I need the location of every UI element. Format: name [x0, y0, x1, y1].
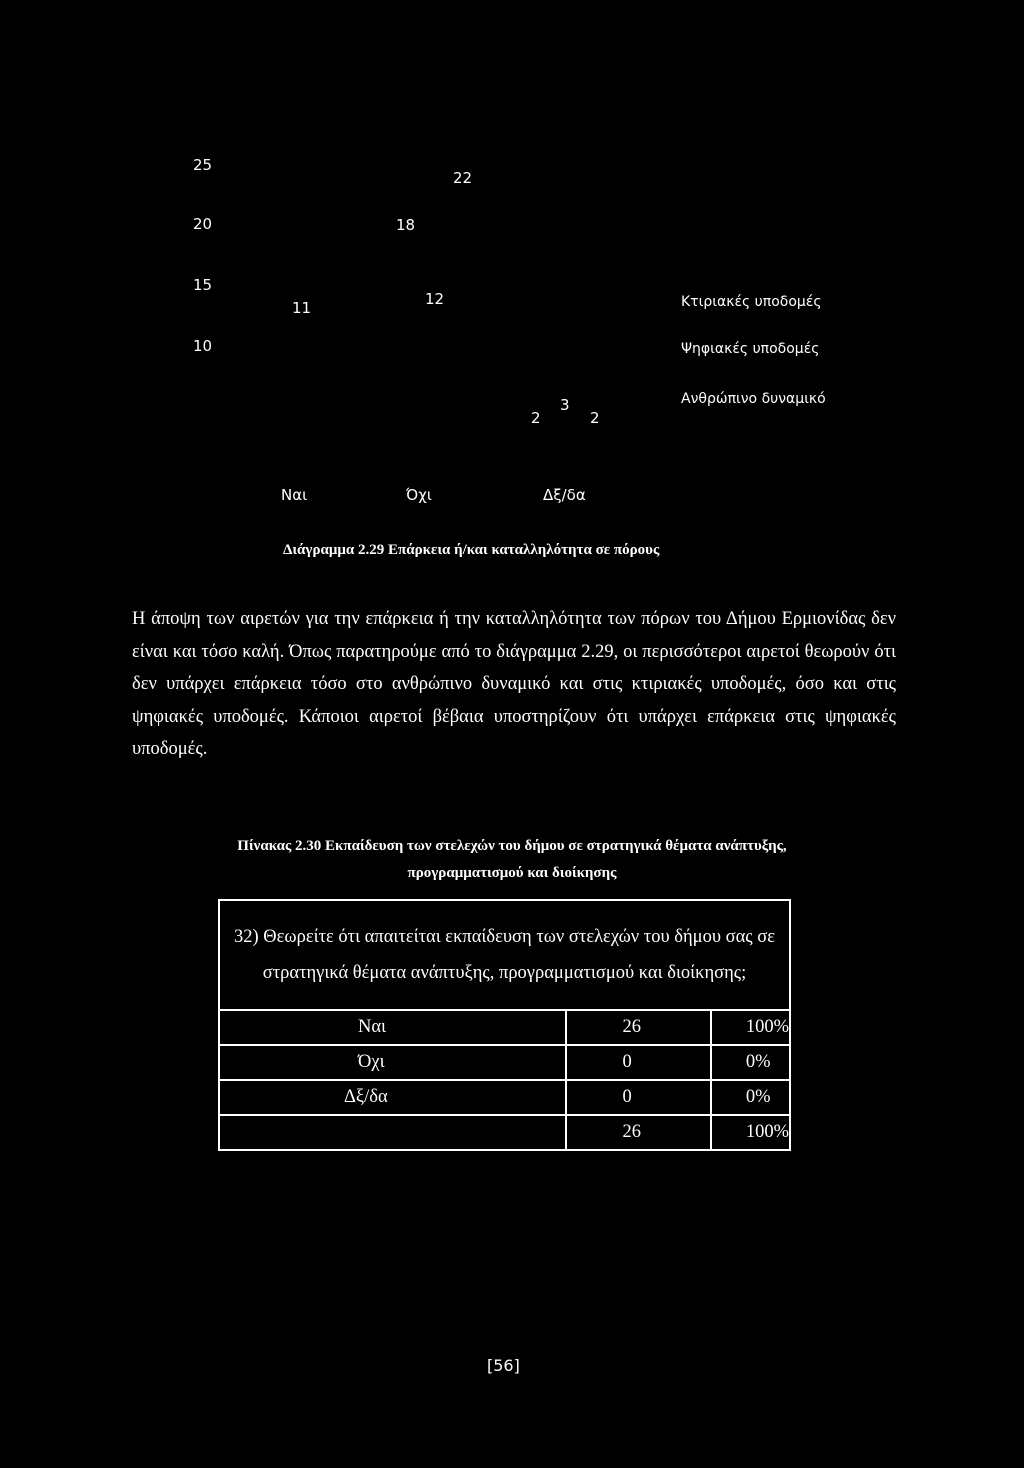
- data-label: 18: [396, 216, 416, 234]
- answer-count: 0: [566, 1080, 711, 1115]
- table-row: [219, 1010, 790, 1045]
- answer-percent: 0%: [711, 1080, 790, 1115]
- total-label: [219, 1115, 566, 1150]
- data-label: 12: [425, 290, 445, 308]
- table-caption-line: προγραμματισμού και διοίκησης: [407, 865, 617, 881]
- chart: [0, 0, 1024, 520]
- legend-item: Ανθρώπινο δυναμικό: [681, 391, 826, 407]
- data-label: 3: [560, 396, 570, 414]
- x-category-label: Ναι: [281, 486, 308, 504]
- y-tick-label: 25: [193, 156, 213, 174]
- answer-percent: 0%: [711, 1045, 790, 1080]
- table-caption-line: Πίνακας 2.30 Εκπαίδευση των στελεχών του δήμου σε στρατηγικά θέματα ανάπτυξης,: [237, 838, 787, 854]
- question-cell: 32) Θεωρείτε ότι απαιτείται εκπαίδευση των στελεχών του δήμου σας σε στρατηγικά θέματα ανάπτυξης, προγραμματισμού και διοίκησης;: [219, 900, 790, 1010]
- answer-label: Δξ/δα: [219, 1080, 566, 1115]
- survey-table: [218, 899, 791, 1151]
- x-category-label: Όχι: [406, 486, 432, 504]
- legend-item: Κτιριακές υποδομές: [681, 294, 822, 310]
- table-caption: [170, 833, 854, 887]
- page-number: [56]: [487, 1356, 520, 1375]
- data-label: 22: [453, 169, 473, 187]
- table-row: [219, 1080, 790, 1115]
- answer-count: 0: [566, 1045, 711, 1080]
- data-label: 11: [292, 299, 312, 317]
- answer-count: 26: [566, 1010, 711, 1045]
- figure-caption: Διάγραμμα 2.29 Επάρκεια ή/και καταλληλότητα σε πόρους: [283, 542, 660, 558]
- y-tick-label: 20: [193, 215, 213, 233]
- body-paragraph: [132, 603, 896, 766]
- answer-label: Ναι: [219, 1010, 566, 1045]
- y-tick-label: 15: [193, 276, 213, 294]
- x-category-label: Δξ/δα: [543, 486, 586, 504]
- paragraph-text: Η άποψη των αιρετών για την επάρκεια ή την καταλληλότητα των πόρων του Δήμου Ερμιονίδας δεν είναι και τόσο καλή. Όπως παρατηρούμε από το διάγραμμα 2.29, οι περισσότεροι αιρετοί θεωρούν ότι δεν υπάρχει επάρκεια τόσο στο ανθρώπινο δυναμικό και στις κτιριακές υποδομές, όσο και στις ψηφιακές υποδομές. Κάποιοι αιρετοί βέβαια υποστηρίζουν ότι υπάρχει επάρκεια στις ψηφιακές υποδομές.: [132, 609, 896, 759]
- answer-percent: 100%: [711, 1010, 790, 1045]
- answer-label: Όχι: [219, 1045, 566, 1080]
- legend-item: Ψηφιακές υποδομές: [681, 341, 820, 357]
- data-label: 2: [531, 409, 541, 427]
- data-label: 2: [590, 409, 600, 427]
- y-tick-label: 10: [193, 337, 213, 355]
- table-total-row: [219, 1115, 790, 1150]
- total-percent: 100%: [711, 1115, 790, 1150]
- total-count: 26: [566, 1115, 711, 1150]
- table-header-row: [219, 900, 790, 1010]
- table-row: [219, 1045, 790, 1080]
